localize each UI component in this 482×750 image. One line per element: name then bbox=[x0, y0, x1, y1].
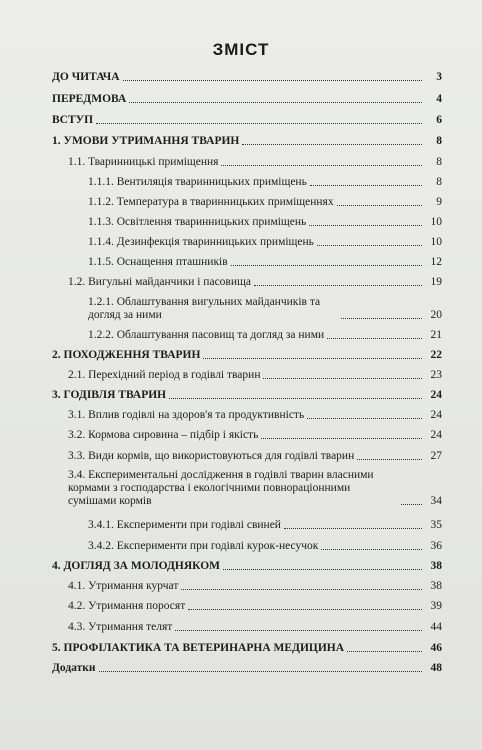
toc-page: 48 bbox=[430, 662, 442, 674]
toc-entry bbox=[52, 642, 442, 655]
dot-leader bbox=[254, 285, 422, 286]
toc-label: 1.1.1. Вентиляція тваринницьких приміщень bbox=[88, 176, 307, 188]
toc-entry bbox=[88, 540, 442, 553]
toc-label: 1.2.2. Облаштування пасовищ та догляд за ними bbox=[88, 329, 325, 341]
toc-label: 1. УМОВИ УТРИМАННЯ ТВАРИН bbox=[52, 135, 240, 147]
toc-entry bbox=[52, 560, 442, 573]
toc-page: 24 bbox=[430, 429, 442, 441]
dot-leader bbox=[327, 338, 422, 339]
toc-page: 8 bbox=[436, 135, 442, 147]
toc-entry bbox=[52, 71, 442, 84]
toc-page: 38 bbox=[430, 580, 442, 592]
toc-page: 27 bbox=[430, 450, 442, 462]
toc-entry bbox=[52, 662, 442, 675]
toc-label: Додатки bbox=[52, 662, 96, 674]
toc-label: 1.2.1. Облаштування вигульних майданчиків та догляд за ними bbox=[88, 296, 321, 321]
dot-leader bbox=[175, 630, 422, 631]
toc-label: ДО ЧИТАЧА bbox=[52, 71, 120, 83]
dot-leader bbox=[231, 265, 422, 266]
toc-entry bbox=[68, 156, 442, 169]
dot-leader bbox=[99, 671, 422, 672]
toc-page: 23 bbox=[430, 369, 442, 381]
toc-entry bbox=[88, 329, 442, 342]
toc-entry bbox=[52, 93, 442, 106]
toc-page: 36 bbox=[430, 540, 442, 552]
toc-page: 10 bbox=[430, 216, 442, 228]
toc-label: 3.3. Види кормів, що використовуються для годівлі тварин bbox=[68, 450, 355, 462]
toc-entry bbox=[52, 114, 442, 127]
toc-page: 39 bbox=[430, 600, 442, 612]
dot-leader bbox=[284, 528, 422, 529]
toc-entry bbox=[68, 409, 442, 422]
dot-leader bbox=[123, 80, 422, 81]
toc-page: 24 bbox=[430, 389, 442, 401]
toc-entry bbox=[88, 256, 442, 269]
toc-page: 6 bbox=[436, 114, 442, 126]
toc-entry bbox=[68, 369, 442, 382]
toc-label: 3.4. Експериментальні дослідження в годівлі тварин власними кормами з господарства і екологічними повнораціонними сумішами кормів bbox=[68, 469, 374, 507]
toc-page: 44 bbox=[430, 621, 442, 633]
toc-page: 8 bbox=[436, 176, 442, 188]
dot-leader bbox=[263, 378, 422, 379]
toc-label: 3. ГОДІВЛЯ ТВАРИН bbox=[52, 389, 167, 401]
toc-entry bbox=[88, 519, 442, 532]
dot-leader bbox=[188, 609, 422, 610]
dot-leader bbox=[337, 205, 422, 206]
dot-leader bbox=[401, 504, 422, 505]
toc-page: 34 bbox=[430, 495, 442, 507]
dot-leader bbox=[321, 549, 422, 550]
toc-page: 21 bbox=[430, 329, 442, 341]
dot-leader bbox=[347, 651, 422, 652]
toc-entry bbox=[88, 216, 442, 229]
toc-entry bbox=[88, 176, 442, 189]
toc-label: 5. ПРОФІЛАКТИКА ТА ВЕТЕРИНАРНА МЕДИЦИНА bbox=[52, 642, 345, 654]
toc-label: 4.1. Утримання курчат bbox=[68, 580, 179, 592]
dot-leader bbox=[203, 358, 422, 359]
toc-label: 1.1.3. Освітлення тваринницьких приміщень bbox=[88, 216, 307, 228]
toc-page: 19 bbox=[430, 276, 442, 288]
dot-leader bbox=[310, 185, 422, 186]
toc-label: 1.1. Тваринницькі приміщення bbox=[68, 156, 219, 168]
page-title: ЗМІСТ bbox=[212, 40, 270, 59]
toc-label: 1.1.4. Дезинфекція тваринницьких приміщень bbox=[88, 236, 314, 248]
toc-entry bbox=[88, 196, 442, 209]
toc-entry bbox=[68, 450, 442, 463]
toc-page: 10 bbox=[430, 236, 442, 248]
dot-leader bbox=[242, 144, 422, 145]
toc-page: 9 bbox=[436, 196, 442, 208]
toc-label: 3.4.2. Експерименти при годівлі курок-несучок bbox=[88, 540, 319, 552]
toc-label: 3.2. Кормова сировина – підбір і якість bbox=[68, 429, 259, 441]
toc-page: 38 bbox=[430, 560, 442, 572]
toc-label: 4.2. Утримання поросят bbox=[68, 600, 186, 612]
toc-page: 24 bbox=[430, 409, 442, 421]
toc-entry bbox=[68, 600, 442, 613]
toc-label: 2.1. Перехідний період в годівлі тварин bbox=[68, 369, 261, 381]
toc-entry bbox=[52, 389, 442, 402]
toc-label: ВСТУП bbox=[52, 114, 94, 126]
toc-label: 4. ДОГЛЯД ЗА МОЛОДНЯКОМ bbox=[52, 560, 221, 572]
toc-page: 46 bbox=[430, 642, 442, 654]
dot-leader bbox=[96, 123, 422, 124]
dot-leader bbox=[341, 318, 422, 319]
toc-entry bbox=[52, 349, 442, 362]
toc-label: 1.1.2. Температура в тваринницьких приміщеннях bbox=[88, 196, 334, 208]
toc-page: 3 bbox=[436, 71, 442, 83]
dot-leader bbox=[221, 165, 422, 166]
dot-leader bbox=[129, 102, 422, 103]
toc-label: ПЕРЕДМОВА bbox=[52, 93, 127, 105]
toc-label: 1.1.5. Оснащення пташників bbox=[88, 256, 228, 268]
dot-leader bbox=[223, 569, 422, 570]
toc-page: 35 bbox=[430, 519, 442, 531]
toc-page: 8 bbox=[436, 156, 442, 168]
dot-leader bbox=[181, 589, 422, 590]
dot-leader bbox=[307, 418, 422, 419]
dot-leader bbox=[317, 245, 422, 246]
dot-leader bbox=[357, 459, 422, 460]
toc-entry bbox=[52, 135, 442, 148]
toc-label: 3.1. Вплив годівлі на здоров'я та продуктивність bbox=[68, 409, 305, 421]
toc-entry bbox=[88, 296, 442, 322]
toc-entry bbox=[68, 580, 442, 593]
dot-leader bbox=[309, 225, 422, 226]
toc-page: 22 bbox=[430, 349, 442, 361]
toc-entry bbox=[88, 236, 442, 249]
toc-entry bbox=[68, 429, 442, 442]
toc-page: 20 bbox=[430, 309, 442, 321]
toc-label: 2. ПОХОДЖЕННЯ ТВАРИН bbox=[52, 349, 201, 361]
toc-entry bbox=[68, 469, 442, 508]
toc-entry bbox=[68, 276, 442, 289]
toc-label: 4.3. Утримання телят bbox=[68, 621, 173, 633]
dot-leader bbox=[261, 438, 422, 439]
toc-page: 4 bbox=[436, 93, 442, 105]
toc-entry bbox=[68, 621, 442, 634]
dot-leader bbox=[169, 398, 422, 399]
toc-label: 3.4.1. Експерименти при годівлі свиней bbox=[88, 519, 281, 531]
toc-label: 1.2. Вигульні майданчики і пасовища bbox=[68, 276, 251, 288]
toc-page: 12 bbox=[430, 256, 442, 268]
